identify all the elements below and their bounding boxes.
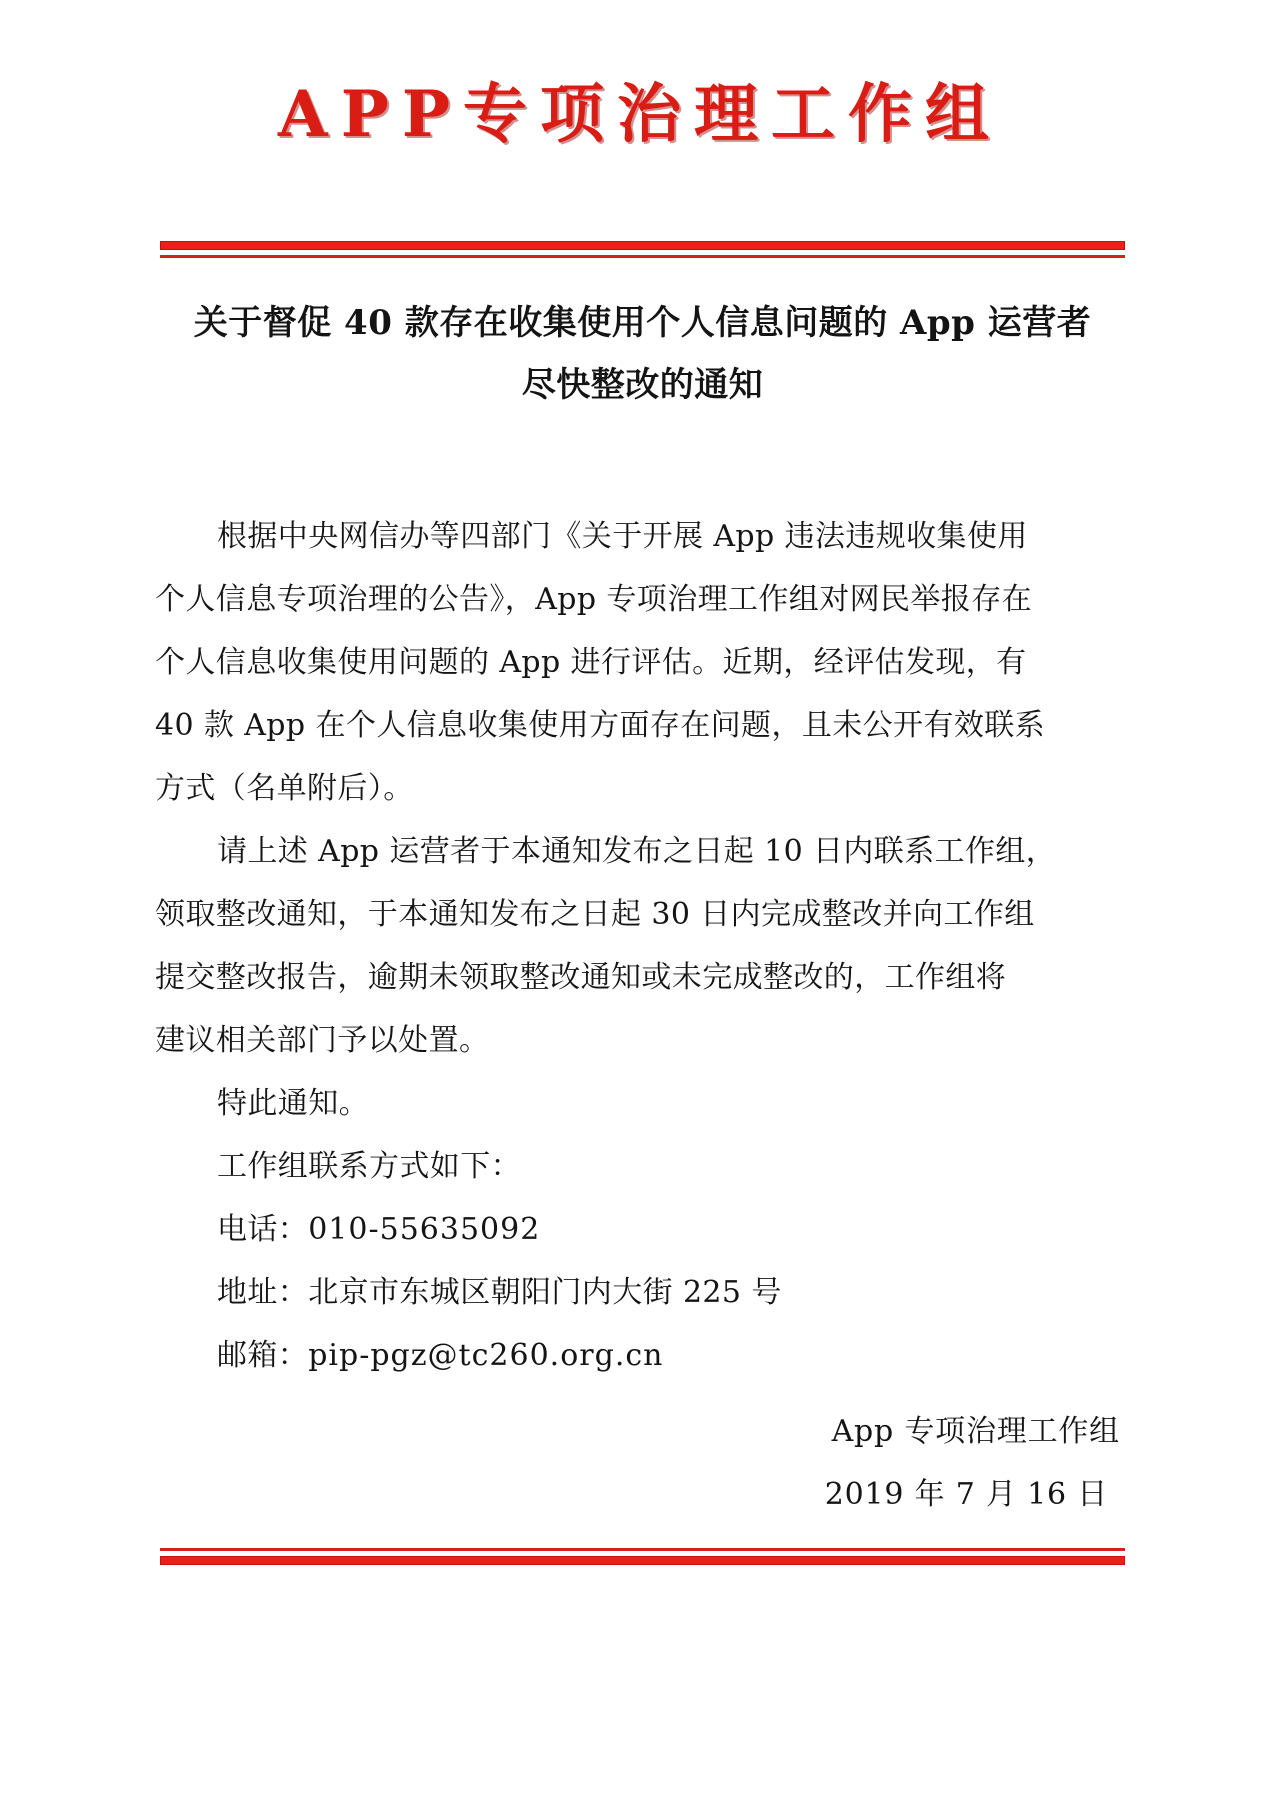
paragraph-1-line-3: 个人信息收集使用问题的 App 进行评估。近期，经评估发现，有 bbox=[155, 645, 1027, 680]
body-paragraph-1 bbox=[155, 505, 1130, 820]
paragraph-1-line-5: 方式（名单附后）。 bbox=[155, 771, 414, 806]
document-title-line-1: 关于督促 40 款存在收集使用个人信息问题的 App 运营者 bbox=[193, 303, 1092, 343]
signature-date: 2019 年 7 月 16 日 bbox=[824, 1477, 1108, 1512]
footer-divider-thick-bar bbox=[160, 1556, 1125, 1565]
paragraph-2-line-4: 建议相关部门予以处置。 bbox=[155, 1023, 490, 1058]
masthead bbox=[0, 78, 1280, 152]
contact-email-value: pip-pgz@tc260.org.cn bbox=[308, 1338, 664, 1373]
contact-address-line bbox=[155, 1261, 1130, 1324]
body-paragraph-2 bbox=[155, 820, 1130, 1072]
contact-phone-line bbox=[155, 1198, 1130, 1261]
document-title-line-2: 尽快整改的通知 bbox=[521, 365, 764, 405]
contact-phone-value: 010-55635092 bbox=[308, 1212, 541, 1247]
contact-address-label: 地址： bbox=[217, 1275, 309, 1310]
signature-block bbox=[155, 1400, 1130, 1526]
contact-email-label: 邮箱： bbox=[217, 1338, 309, 1373]
contact-heading: 工作组联系方式如下： bbox=[217, 1149, 521, 1184]
header-divider-rule bbox=[160, 241, 1125, 258]
paragraph-1-line-2: 个人信息专项治理的公告》，App 专项治理工作组对网民举报存在 bbox=[155, 582, 1033, 617]
contact-email-line bbox=[155, 1324, 1130, 1387]
document-body bbox=[155, 505, 1130, 1387]
paragraph-1-line-1: 根据中央网信办等四部门《关于开展 App 违法违规收集使用 bbox=[217, 519, 1028, 554]
header-divider-thick-bar bbox=[160, 241, 1125, 250]
header-divider-thin-bar bbox=[160, 255, 1125, 258]
paragraph-1-line-4: 40 款 App 在个人信息收集使用方面存在问题，且未公开有效联系 bbox=[155, 708, 1046, 743]
masthead-title: APP专项治理工作组 bbox=[278, 77, 1002, 152]
paragraph-2-line-3: 提交整改报告，逾期未领取整改通知或未完成整改的，工作组将 bbox=[155, 960, 1007, 995]
contact-phone-label: 电话： bbox=[217, 1212, 309, 1247]
notice-closing-line: 特此通知。 bbox=[217, 1086, 369, 1121]
document-title bbox=[150, 292, 1135, 416]
contact-address-value: 北京市东城区朝阳门内大街 225 号 bbox=[308, 1275, 782, 1310]
footer-divider-rule bbox=[160, 1548, 1125, 1565]
paragraph-2-line-2: 领取整改通知，于本通知发布之日起 30 日内完成整改并向工作组 bbox=[155, 897, 1035, 932]
signature-organization: App 专项治理工作组 bbox=[831, 1414, 1120, 1449]
paragraph-2-line-1: 请上述 App 运营者于本通知发布之日起 10 日内联系工作组， bbox=[217, 834, 1057, 869]
